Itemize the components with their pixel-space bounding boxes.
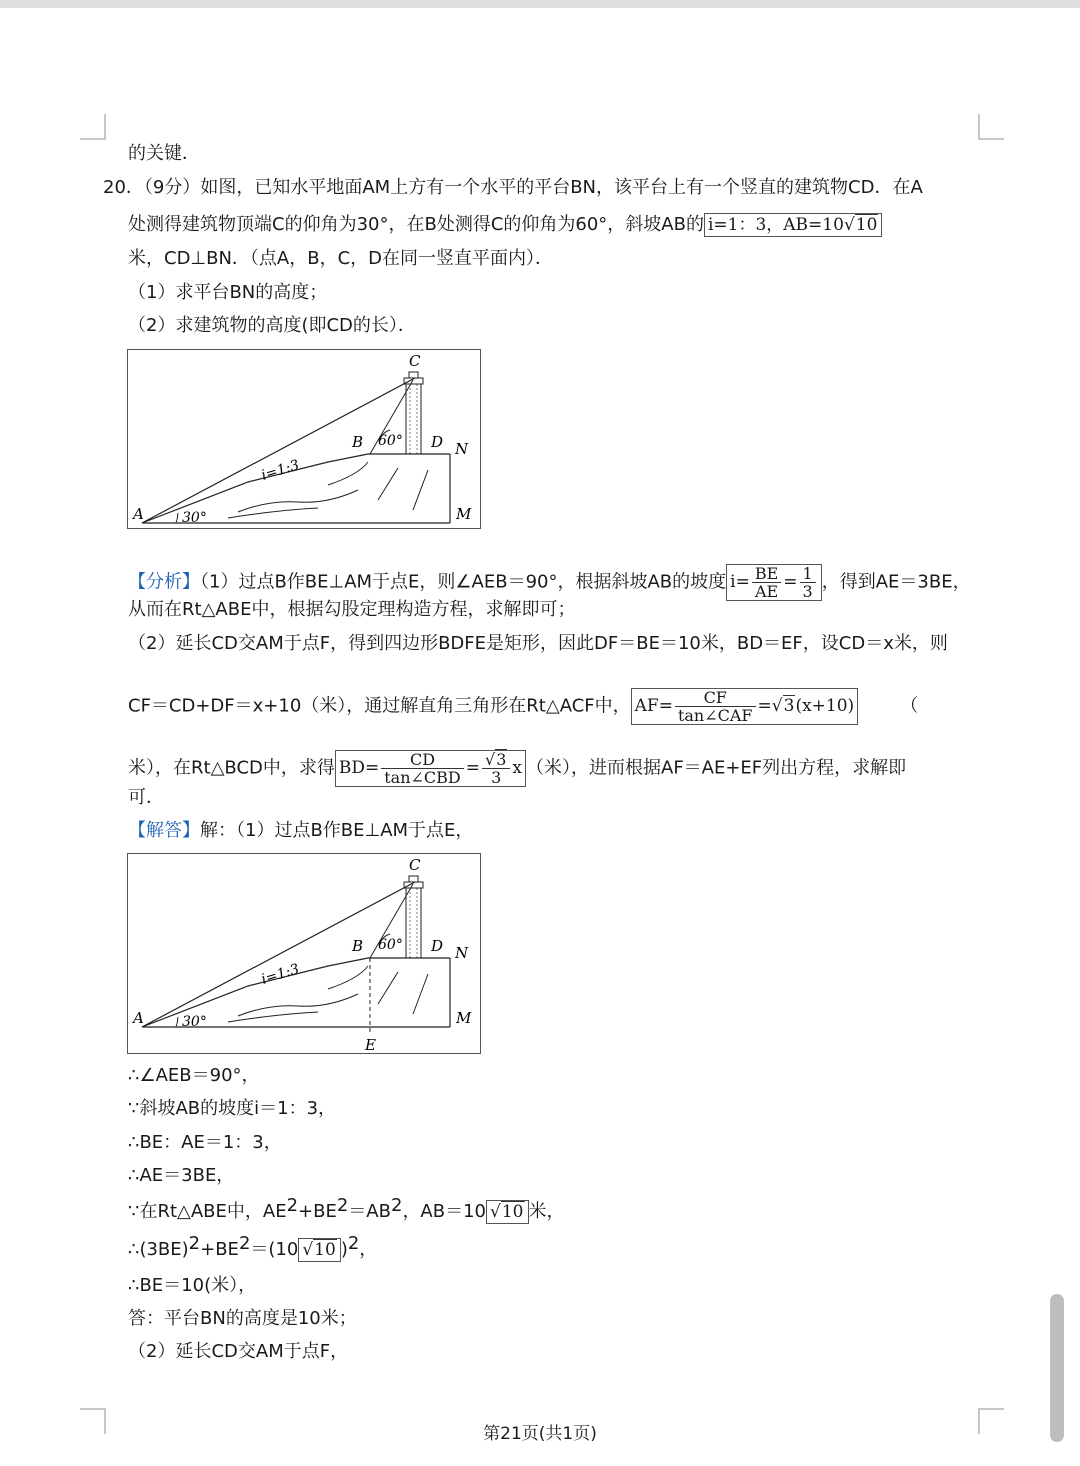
geometry-figure-2	[127, 853, 481, 1054]
label-angle-60: 60°	[378, 433, 403, 449]
label-B: B	[352, 433, 364, 451]
problem-line-2	[128, 213, 882, 237]
question-1: （1）求平台BN的高度；	[128, 282, 328, 303]
label-slope: i=1:3	[259, 961, 302, 988]
af-formula: AF= $\frac{CF}{\text{tan∠CAF}}$ =√3(x+10)	[631, 688, 859, 725]
solution-step-7: ∴BE＝10(米），	[128, 1275, 257, 1296]
question-2: （2）求建筑物的高度(即CD的长）．	[128, 315, 416, 336]
label-angle-30: 30°	[182, 1014, 207, 1030]
label-N: N	[455, 440, 469, 458]
label-angle-30: 30°	[182, 510, 207, 526]
analysis-line-6: 可．	[128, 787, 164, 808]
solution-step-6: $\therefore(3BE)^2+BE^2=(10$ √10 )$^2$，	[128, 1233, 378, 1260]
problem-title: 20．（9分）如图，已知水平地面AM上方有一个水平的平台BN，该平台上有一个竖直的建筑物CD．在A	[103, 177, 923, 198]
analysis-line-2: 从而在Rt△ABE中，根据勾股定理构造方程，求解即可；	[128, 599, 576, 620]
sqrt10-box-2: √10	[298, 1238, 340, 1262]
solution-step-2: ∵斜坡AB的坡度i＝1：3，	[128, 1098, 337, 1119]
analysis-line-3: （2）延长CD交AM于点F，得到四边形BDFE是矩形，因此DF＝BE＝10米，BD＝EF，设CD＝x米，则	[128, 633, 948, 654]
solution-step-4: ∴AE＝3BE，	[128, 1165, 235, 1186]
solution-step-1: ∴∠AEB＝90°，	[128, 1065, 260, 1086]
label-D: D	[431, 433, 444, 451]
geometry-figure-1	[127, 349, 481, 529]
label-A: A	[133, 505, 144, 523]
page-footer: 第21页(共1页)	[483, 1424, 597, 1444]
analysis-line-4: CF＝CD+DF＝x+10（米），通过解直角三角形在Rt△ACF中， AF= $\frac{CF}{\text{tan∠CAF}}$ =√3(x+10) （	[128, 688, 919, 725]
viewer-top-bar	[0, 0, 1080, 8]
page-corner-mark-top-left	[80, 114, 106, 140]
sqrt10-box: √10	[486, 1200, 528, 1224]
page-corner-mark-top-right	[978, 114, 1004, 140]
solution-tag: 【解答】	[128, 820, 200, 841]
label-E: E	[365, 1036, 376, 1053]
solution-step-5: ∵在Rt△ABE中，$AE^2+BE^2=AB^2$，AB＝10 √10 米，	[128, 1195, 565, 1222]
solution-part-2: （2）延长CD交AM于点F，	[128, 1341, 349, 1362]
label-N: N	[455, 944, 469, 962]
label-A: A	[133, 1009, 144, 1027]
label-D: D	[431, 937, 444, 955]
solution-step-3: ∴BE：AE＝1：3，	[128, 1132, 282, 1153]
label-M: M	[456, 505, 472, 523]
solution-answer-1: 答：平台BN的高度是10米；	[128, 1308, 357, 1329]
slope-ratio-formula: i= $\frac{BE}{AE}$ = $\frac{1}{3}$	[726, 564, 822, 601]
label-B: B	[352, 937, 364, 955]
text-line-1: 的关键．	[128, 143, 200, 164]
label-M: M	[456, 1009, 472, 1027]
label-C: C	[409, 352, 421, 370]
label-angle-60: 60°	[378, 937, 403, 953]
analysis-tag: 【分析】	[128, 571, 200, 593]
solution-line-1: 【解答】解：（1）过点B作BE⊥AM于点E，	[128, 820, 474, 841]
label-slope: i=1:3	[259, 457, 302, 484]
problem-line-3: 米，CD⊥BN．（点A，B，C，D在同一竖直平面内）．	[128, 248, 554, 269]
slope-formula-box: i=1：3，AB=10√10	[704, 213, 882, 237]
label-C: C	[409, 856, 421, 874]
analysis-line-1: 【分析】（1）过点B作BE⊥AM于点E，则∠AEB＝90°，根据斜坡AB的坡度 i= $\frac{BE}{AE}$ = $\frac{1}{3}$ ，得到AE＝3BE，	[128, 564, 971, 601]
vertical-scrollbar[interactable]	[1050, 1294, 1064, 1442]
analysis-line-5: 米），在Rt△BCD中，求得 BD= $\frac{CD}{\text{tan∠CBD}}$ = $\frac{√3}{3}$ x （米），进而根据AF＝AE+EF列出方程，求解即	[128, 750, 907, 787]
bd-formula: BD= $\frac{CD}{\text{tan∠CBD}}$ = $\frac{√3}{3}$ x	[335, 750, 526, 787]
problem-text: 处测得建筑物顶端C的仰角为30°，在B处测得C的仰角为60°，斜坡AB的	[128, 214, 704, 235]
